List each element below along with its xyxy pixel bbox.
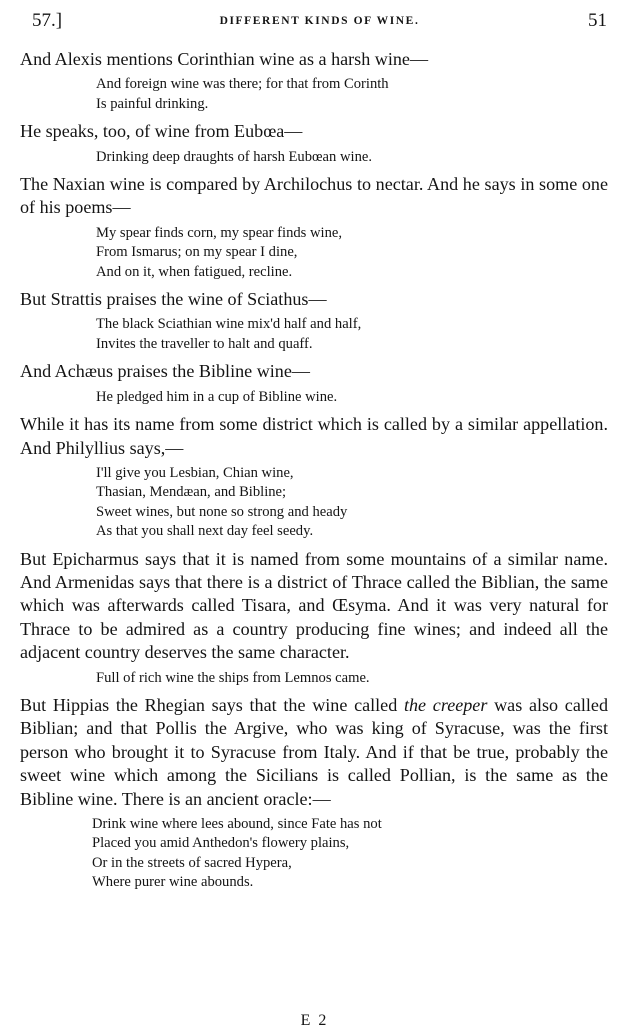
verse-line: Sweet wines, but none so strong and heady bbox=[96, 503, 348, 520]
paragraph-7: But Epicharmus says that it is named from some mountains of a similar name. And Armenidas says that there is a district of Thrace called the Biblian, the same which was afterwards called Tisara, and Œsyma. And it was very natural for Thrace to be admired as a country producing fine wines; and indeed all the adjacent country deserves the same character. bbox=[20, 548, 608, 663]
paragraph-1: And Alexis mentions Corinthian wine as a harsh wine— bbox=[20, 49, 429, 69]
verse-line: As that you shall next day feel seedy. bbox=[96, 523, 314, 540]
paragraph-8-part-b: was also called Biblian; and that Pollis the Argive, who was king of Syracuse, was the first person who brought it to Syracuse from Italy. And if that be true, probably the sweet wine which among the Sicilians is called Pollian, is the same as the Bibline wine. There is an ancient oracle:— bbox=[20, 694, 608, 809]
signature-mark: E 2 bbox=[300, 1012, 329, 1029]
verse-line: Placed you amid Anthedon's flowery plains, bbox=[92, 835, 350, 852]
verse-line: Or in the streets of sacred Hypera, bbox=[92, 854, 292, 871]
verse-quote-8 bbox=[20, 815, 608, 893]
verse-line: Full of rich wine the ships from Lemnos came. bbox=[96, 669, 370, 686]
paragraph-2: He speaks, too, of wine from Eubœa— bbox=[20, 121, 303, 142]
verse-line: Thasian, Mendæan, and Bibline; bbox=[96, 484, 287, 501]
paragraph-3: The Naxian wine is compared by Archilochus to nectar. And he says in some one of his poems— bbox=[20, 174, 608, 218]
verse-line: And foreign wine was there; for that from Corinth bbox=[96, 76, 389, 93]
verse-line: Drink wine where lees abound, since Fate has not bbox=[92, 816, 382, 832]
verse-quote-3 bbox=[20, 224, 608, 282]
verse-line: My spear finds corn, my spear finds wine, bbox=[96, 224, 343, 241]
paragraph-4: But Strattis praises the wine of Sciathus— bbox=[20, 289, 327, 310]
paragraph-8-italic: the creeper bbox=[403, 694, 488, 715]
running-title: DIFFERENT KINDS OF WINE. bbox=[219, 15, 420, 27]
verse-quote-6 bbox=[20, 464, 608, 542]
page-body bbox=[20, 48, 608, 893]
verse-line: Is painful drinking. bbox=[96, 95, 209, 112]
section-number: 57.] bbox=[32, 10, 63, 31]
paragraph-6: While it has its name from some district which is called by a similar appellation. And Philyllius says,— bbox=[20, 414, 608, 458]
verse-line: From Ismarus; on my spear I dine, bbox=[96, 244, 298, 261]
verse-line: The black Sciathian wine mix'd half and half, bbox=[96, 316, 362, 333]
paragraph-8 bbox=[20, 694, 608, 811]
verse-quote-5 bbox=[20, 388, 608, 407]
verse-quote-1 bbox=[20, 75, 608, 114]
verse-line: He pledged him in a cup of Bibline wine. bbox=[96, 388, 338, 405]
verse-quote-2 bbox=[20, 148, 608, 167]
verse-line: And on it, when fatigued, recline. bbox=[96, 263, 293, 280]
running-header bbox=[32, 10, 607, 36]
verse-line: Invites the traveller to halt and quaff. bbox=[96, 335, 313, 352]
page-number: 51 bbox=[588, 10, 607, 31]
verse-quote-4 bbox=[20, 315, 608, 354]
verse-line: Where purer wine abounds. bbox=[92, 874, 254, 891]
verse-quote-7 bbox=[20, 669, 608, 688]
verse-line: I'll give you Lesbian, Chian wine, bbox=[96, 464, 294, 481]
verse-line: Drinking deep draughts of harsh Eubœan wine. bbox=[96, 148, 372, 165]
paragraph-8-part-a: But Hippias the Rhegian says that the wine called bbox=[20, 694, 404, 715]
paragraph-5: And Achæus praises the Bibline wine— bbox=[20, 361, 310, 382]
